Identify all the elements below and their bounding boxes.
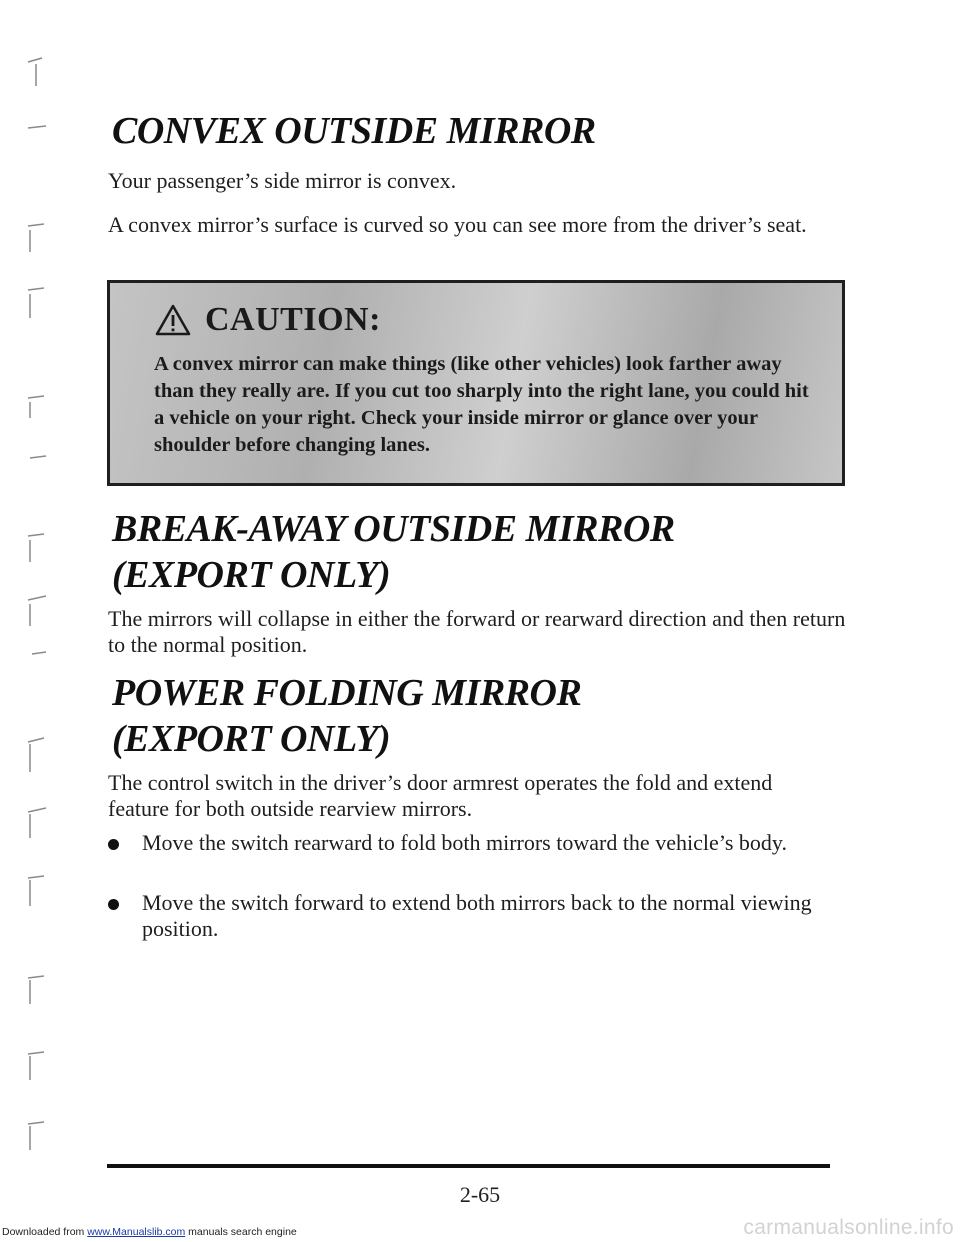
section-heading-breakaway-mirror: BREAK-AWAY OUTSIDE MIRROR bbox=[112, 508, 675, 550]
download-footer bbox=[2, 1226, 297, 1238]
section-heading-power-folding-export: (EXPORT ONLY) bbox=[112, 718, 391, 760]
page-number: 2-65 bbox=[459, 1182, 501, 1207]
footer-rule bbox=[107, 1164, 830, 1168]
bullet-text: Move the switch rearward to fold both mirrors toward the vehicle’s body. bbox=[142, 830, 787, 855]
binding-margin-marks bbox=[0, 0, 60, 1160]
bullet-icon bbox=[108, 899, 119, 910]
convex-paragraph-1: Your passenger’s side mirror is convex. bbox=[108, 168, 457, 193]
convex-paragraph-2: A convex mirror’s surface is curved so you can see more from the driver’s seat. bbox=[108, 212, 807, 237]
section-heading-convex-mirror: CONVEX OUTSIDE MIRROR bbox=[112, 110, 596, 152]
caution-text: A convex mirror can make things (like other vehicles) look farther away than they really are. If you cut too sharply into the right lane, you could hit a vehicle on your right. Check your inside mirror or glance over your shoulder before changing lanes. bbox=[154, 353, 809, 456]
footer-suffix: manuals search engine bbox=[185, 1226, 297, 1238]
bullet-text: Move the switch forward to extend both mirrors back to the normal viewing position. bbox=[142, 890, 812, 941]
warning-triangle-icon bbox=[155, 304, 191, 336]
watermark: carmanualsonline.info bbox=[743, 1216, 954, 1239]
manualslib-link[interactable]: www.Manualslib.com bbox=[87, 1226, 186, 1238]
caution-header bbox=[155, 301, 381, 339]
power-folding-paragraph: The control switch in the driver’s door armrest operates the fold and extend feature for both outside rearview mirrors. bbox=[108, 770, 773, 821]
section-heading-breakaway-export: (EXPORT ONLY) bbox=[112, 554, 391, 596]
bullet-icon bbox=[108, 839, 119, 850]
breakaway-paragraph: The mirrors will collapse in either the forward or rearward direction and then return to the normal position. bbox=[108, 606, 846, 657]
caution-box bbox=[107, 280, 845, 486]
caution-title: CAUTION: bbox=[205, 301, 381, 338]
section-heading-power-folding-mirror: POWER FOLDING MIRROR bbox=[112, 672, 582, 714]
footer-prefix: Downloaded from bbox=[2, 1226, 88, 1238]
